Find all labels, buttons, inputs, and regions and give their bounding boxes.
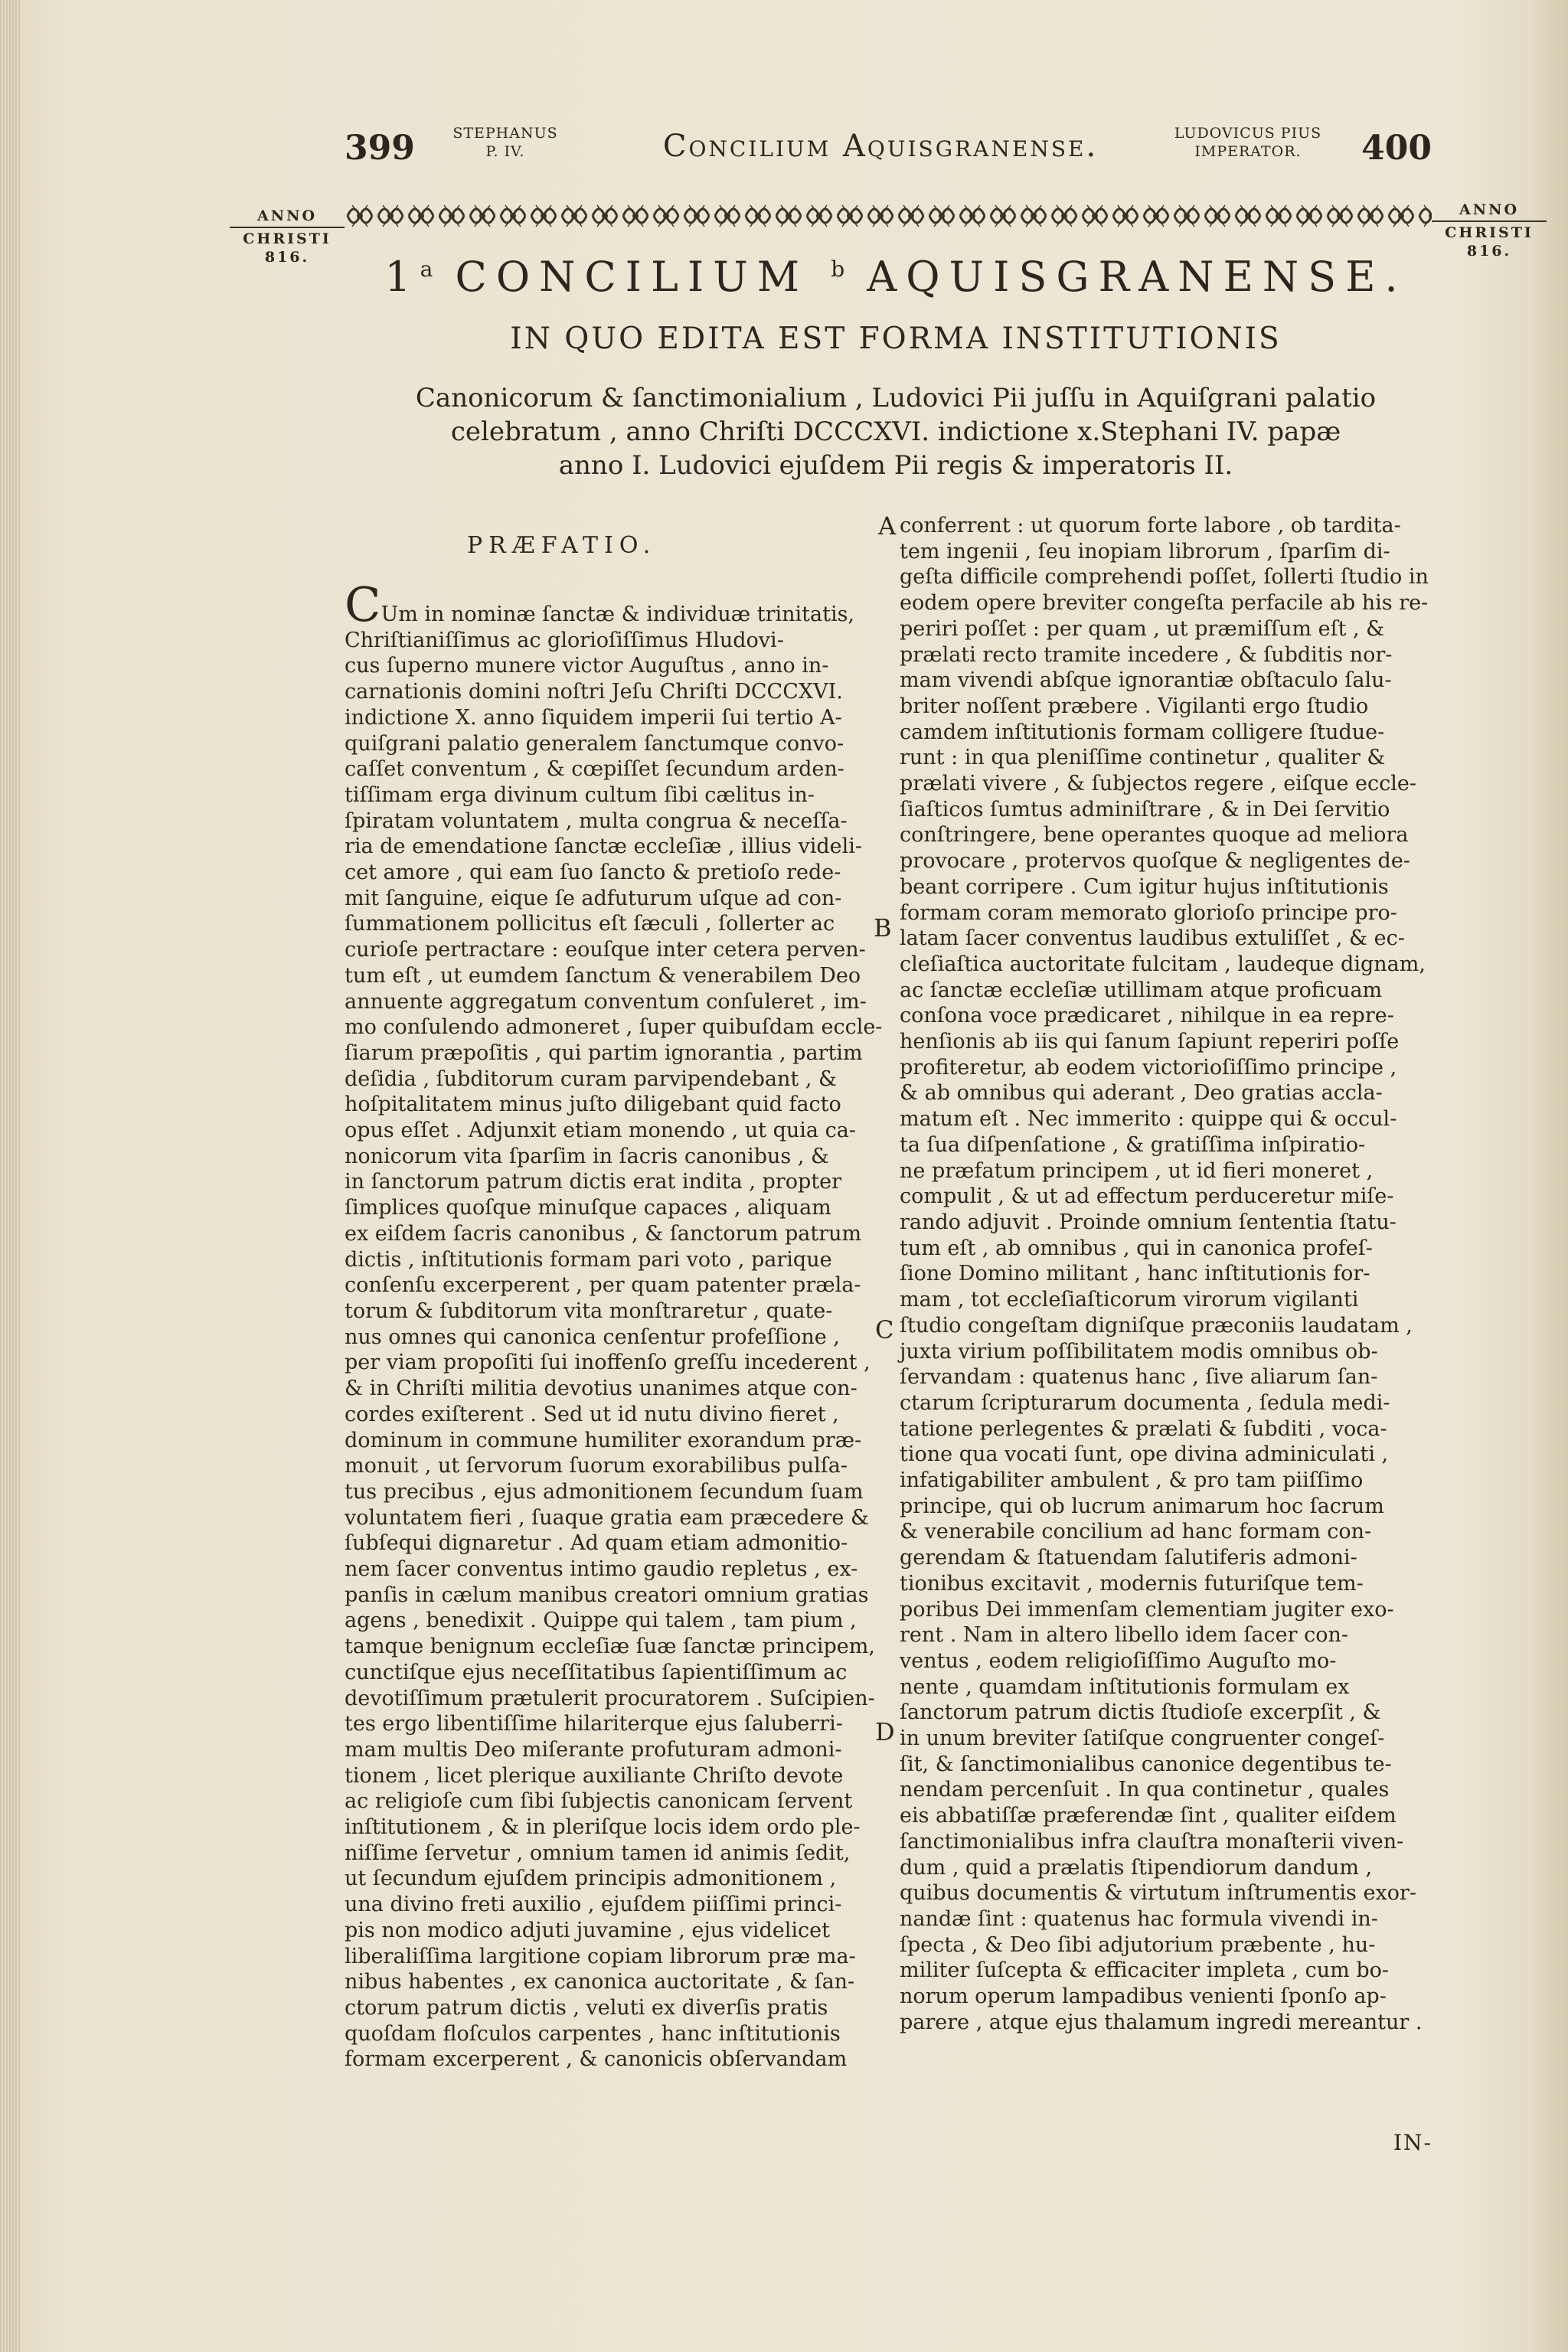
text-line: dictis , inſtitutionis formam pari voto , parique xyxy=(345,1247,832,1272)
header-right-line: IMPERATOR. xyxy=(1194,143,1302,160)
anno-label: ANNO xyxy=(256,207,318,224)
text-line: conferrent : ut quorum forte labore , ob tardita- xyxy=(900,514,1401,537)
text-line: per viam propoſiti ſui inoffenſo greſſu incederent , xyxy=(345,1351,871,1375)
text-line: dominum in commune humiliter exorandum præ- xyxy=(345,1428,862,1452)
footnote-ref: a xyxy=(420,256,433,282)
text-line: agens , benedixit . Quippe qui talem , tam pium , xyxy=(345,1609,857,1633)
text-line: mam , tot eccleſiaſticorum virorum vigilanti xyxy=(900,1288,1359,1312)
text-line: juxta virium poſſibilitatem modis omnibus ob- xyxy=(900,1339,1378,1364)
text-line: in unum breviter ſatiſque congruenter congeſ- xyxy=(900,1726,1385,1751)
text-line: geſta difficile comprehendi poſſet, ſollerti ſtudio in xyxy=(900,565,1429,590)
text-line: tionibus excitavit , modernis futuriſque tem- xyxy=(900,1571,1364,1596)
text-line: quoſdam floſculos carpentes , hanc inſtitutionis xyxy=(345,2021,841,2046)
text-line: cus ſuperno munere victor Auguſtus , anno in- xyxy=(345,654,829,678)
text-line: mit ſanguine, eique ſe adfuturum uſque ad con- xyxy=(345,886,842,910)
text-line: quiſgrani palatio generalem ſanctumque convo- xyxy=(345,731,844,756)
text-line: tatione perlegentes & prælati & ſubditi , voca- xyxy=(900,1416,1387,1441)
section-heading: PRÆFATIO. xyxy=(467,532,657,559)
text-line: caſſet conventum , & cœpiſſet ſecundum arden- xyxy=(345,757,844,782)
text-line: & ab omnibus qui aderant , Deo gratias accla- xyxy=(900,1081,1383,1106)
text-line: ut ſecundum ejuſdem principis admonitionem , xyxy=(345,1867,837,1891)
text-line: nandæ ſint : quatenus hac formula vivendi in- xyxy=(900,1906,1378,1931)
text-line: ctorum patrum dictis , veluti ex diverſis pratis xyxy=(345,1995,828,2020)
margin-letter: D xyxy=(875,1717,895,1746)
text-line: niſſime ſervetur , omnium tamen id animis ſedit, xyxy=(345,1841,851,1865)
text-line: annuente aggregatum conventum conſuleret , im- xyxy=(345,989,867,1014)
page-number-left: 399 xyxy=(345,129,415,168)
text-line: matum eſt . Nec immerito : quippe qui & occul- xyxy=(900,1107,1397,1132)
text-line: mam vivendi abſque ignorantiæ obſtaculo ſalu- xyxy=(900,668,1392,693)
text-line: prælati vivere , & ſubjectos regere , eiſque eccle- xyxy=(900,772,1416,796)
text-line: ſanctimonialibus infra clauſtra monaſterii viven- xyxy=(900,1829,1404,1854)
text-line: & in Chriſti militia devotius unanimes atque con- xyxy=(345,1377,858,1401)
text-line: deſidia , ſubditorum curam parvipendebant , & xyxy=(345,1067,838,1091)
text-line: tus precibus , ejus admonitionem ſecundum ſuam xyxy=(345,1479,864,1504)
text-line: eis abbatiſſæ præferendæ ſint , qualiter eiſdem xyxy=(900,1804,1396,1828)
text-line: cunctiſque ejus neceſſitatibus ſapientiſſimum ac xyxy=(345,1660,848,1684)
text-line: poribus Dei immenſam clementiam jugiter exo- xyxy=(900,1597,1394,1622)
text-line: conſtringere, bene operantes quoque ad meliora xyxy=(900,823,1409,848)
text-line: compulit , & ut ad effectum perduceretur miſe- xyxy=(900,1184,1394,1209)
text-line: una divino freti auxilio , ejuſdem piiſſimi princi- xyxy=(345,1893,842,1917)
text-line: quibus documentis & virtutum inſtrumentis exor- xyxy=(900,1881,1416,1906)
text-line: hoſpitalitatem minus juſto diligebant quid facto xyxy=(345,1093,841,1117)
text-line: henſionis ab iis qui ſanum ſapiunt reperiri poſſe xyxy=(900,1030,1400,1054)
text-line: conſenſu excerperent , per quam patenter præla- xyxy=(345,1273,861,1298)
text-line: tiſſimam erga divinum cultum ſibi cælitus in- xyxy=(345,782,815,807)
text-line: opus eſſet . Adjunxit etiam monendo , ut quia ca- xyxy=(345,1119,856,1143)
text-line: cordes exiſterent . Sed ut id nutu divino fieret , xyxy=(345,1402,839,1426)
text-line: rent . Nam in altero libello idem ſacer con- xyxy=(900,1623,1348,1648)
running-header xyxy=(345,122,1432,176)
title-description xyxy=(413,381,1378,482)
text-line: in ſanctorum patrum dictis erat indita , propter xyxy=(345,1170,841,1194)
text-line-content: Um in nominæ ſanctæ & individuæ trinitatis, xyxy=(381,603,855,626)
intro-line: celebratum , anno Chriſti DCCCXVI. indictione x.Stephani IV. papæ xyxy=(450,416,1341,447)
text-line: periri poſſet : per quam , ut præmiſſum eſt , & xyxy=(900,616,1385,641)
text-line: beant corripere . Cum igitur hujus inſtitutionis xyxy=(900,874,1389,899)
margin-letter: A xyxy=(878,511,897,541)
text-line: ſiaſticos ſumtus adminiſtrare , & in Dei ſervitio xyxy=(900,797,1390,822)
title-word: CONCILIUM xyxy=(455,253,809,301)
text-line: mam multis Deo miſerante profuturam admoni- xyxy=(345,1737,842,1762)
text-line: ex eiſdem ſacris canonibus , & ſanctorum patrum xyxy=(345,1221,862,1246)
text-line: ſubſequi dignaretur . Ad quam etiam admonitio- xyxy=(345,1531,848,1556)
document-subtitle: IN QUO EDITA EST FORMA INSTITUTIONIS xyxy=(510,322,1282,356)
header-left-line: P. IV. xyxy=(485,143,525,160)
text-line: nente , quamdam inſtitutionis formulam ex xyxy=(900,1674,1350,1699)
text-line: cleſiaſtica auctoritate fulcitam , laudeque dignam, xyxy=(900,952,1426,976)
text-line: ſtudio congeſtam digniſque præconiis laudatam , xyxy=(900,1313,1413,1338)
text-line: ſiarum præpoſitis , qui partim ignorantia , partim xyxy=(345,1040,863,1065)
text-line: ſimplices quoſque minuſque capaces , aliquam xyxy=(345,1196,831,1220)
text-line: ſervandam : quatenus hanc , ſive aliarum ſan- xyxy=(900,1365,1378,1390)
text-line: tionem , licet plerique auxiliante Chriſto devote xyxy=(345,1763,844,1788)
text-line: ſanctorum patrum dictis ſtudioſe excerpſit , & xyxy=(900,1700,1381,1725)
margin-letter: C xyxy=(875,1315,894,1344)
text-line: nendam percenſuit . In qua continetur , quales xyxy=(900,1778,1390,1802)
title-number: 1 xyxy=(384,253,420,301)
text-line: gerendam & ſtatuendam ſalutiferis admoni- xyxy=(900,1546,1357,1570)
anno-year: 816. xyxy=(264,249,310,266)
text-line: ta ſua diſpenſatione , & gratiſſima inſpiratio- xyxy=(900,1132,1366,1157)
text-line: curioſe pertractare : eouſque inter cetera perven- xyxy=(345,938,866,962)
text-line: tes ergo libentiſſime hilariterque ejus ſaluberri- xyxy=(345,1712,843,1736)
intro-line: Canonicorum & ſanctimonialium , Ludovici Pii juſſu in Aquiſgrani palatio xyxy=(415,383,1377,413)
text-line: ne præfatum principem , ut id fieri moneret , xyxy=(900,1158,1374,1183)
text-line: eodem opere breviter congeſta perfacile ab his re- xyxy=(900,591,1429,616)
text-line: ſit, & ſanctimonialibus canonice degentibus te- xyxy=(900,1752,1392,1776)
text-line: ctarum ſcripturarum documenta , ſedula medi- xyxy=(900,1390,1390,1415)
text-line: infatigabiliter ambulent , & pro tam piiſſimo xyxy=(900,1468,1364,1493)
ornamental-border xyxy=(345,198,1432,234)
text-line: militer ſuſcepta & efficaciter impleta , cum bo- xyxy=(900,1958,1390,1983)
text-line: latam ſacer conventus laudibus extuliſſet , & ec- xyxy=(900,926,1405,951)
text-line: ventus , eodem religioſiſſimo Auguſto mo- xyxy=(900,1648,1337,1673)
anno-christi-right xyxy=(1432,201,1547,260)
text-line: devotiſſimum prætulerit procuratorem . Suſcipien- xyxy=(345,1686,875,1710)
text-line: ſpiratam voluntatem , multa congrua & neceſſa- xyxy=(345,808,848,833)
anno-christi-left xyxy=(230,207,345,266)
anno-label: CHRISTI xyxy=(243,230,332,247)
intro-line: anno I. Ludovici ejuſdem Pii regis & imperatoris II. xyxy=(558,450,1233,481)
text-line: liberaliſſima largitione copiam librorum præ ma- xyxy=(345,1944,856,1968)
header-right-line: LUDOVICUS PIUS xyxy=(1174,125,1322,142)
text-line: conſona voce prædicaret , nihilque in ea repre- xyxy=(900,1004,1394,1028)
drop-cap: C xyxy=(345,577,381,632)
text-line: monuit , ut ſervorum ſuorum exorabilibus pulſa- xyxy=(345,1454,848,1478)
text-line: tum eſt , ab omnibus , qui in canonica profeſ- xyxy=(900,1236,1373,1260)
anno-rule xyxy=(230,227,345,228)
text-line: voluntatem fieri , ſuaque gratia eam præcedere & xyxy=(345,1505,870,1530)
text-line: ſione Domino militant , hanc inſtitutionis for- xyxy=(900,1262,1370,1286)
text-line: ac religioſe cum ſibi ſubjectis canonicam ſervent xyxy=(345,1789,853,1814)
text-line: profiteretur, ab eodem victorioſiſſimo principe , xyxy=(900,1055,1397,1080)
text-line: inſtitutionem , & in pleriſque locis idem ordo ple- xyxy=(345,1815,861,1840)
page-edge xyxy=(0,0,20,2352)
text-line: nonicorum vita ſparſim in ſacris canonibus , & xyxy=(345,1144,830,1168)
catchword: IN- xyxy=(1393,2130,1433,2155)
text-column-left xyxy=(345,577,883,2073)
text-column-right xyxy=(900,513,1436,2035)
text-line: briter noſſent præbere . Vigilanti ergo ſtudio xyxy=(900,694,1369,718)
text-line: provocare , protervos quoſque & negligentes de- xyxy=(900,849,1410,874)
text-line: formam excerperent , & canonicis obſervandam xyxy=(345,2047,848,2072)
text-line: dum , quid a prælatis ſtipendiorum dandum , xyxy=(900,1855,1373,1880)
text-line: parere , atque ejus thalamum ingredi mereantur . xyxy=(900,2010,1423,2034)
margin-letter: B xyxy=(874,913,892,942)
text-line: nus omnes qui canonica cenſentur profeſſione , xyxy=(345,1325,840,1349)
document-title xyxy=(352,253,1439,301)
text-line: tione qua vocati ſunt, ope divina adminiculati , xyxy=(900,1442,1389,1467)
text-line: nibus habentes , ex canonica auctoritate , & ſan- xyxy=(345,1970,855,1994)
anno-label: ANNO xyxy=(1459,201,1520,218)
text-line: mo conſulendo admoneret , ſuper quibuſdam eccle- xyxy=(345,1015,883,1040)
text-line: Chriſtianiſſimus ac glorioſiſſimus Hludovi- xyxy=(345,628,784,652)
text-line: ria de emendatione ſanctæ eccleſiæ , illius videli- xyxy=(345,835,863,859)
text-line: camdem inſtitutionis formam colligere ſtudue- xyxy=(900,720,1385,744)
text-line: ſpecta , & Deo ſibi adjutorium præbente , hu- xyxy=(900,1932,1376,1957)
text-line: norum operum lampadibus venienti ſponſo ap- xyxy=(900,1984,1387,2009)
text-line: ſummationem pollicitus eſt ſæculi , ſollerter ac xyxy=(345,912,835,936)
text-line: carnationis domini noſtri Jeſu Chriſti DCCCXVI. xyxy=(345,680,843,704)
text-line: runt : in qua pleniſſime continetur , qualiter & xyxy=(900,746,1386,770)
text-line: formam coram memorato glorioſo principe pro- xyxy=(900,900,1397,925)
text-line: principe, qui ob lucrum animarum hoc ſacrum xyxy=(900,1494,1384,1518)
text-line: tem ingenii , ſeu inopiam librorum , ſparſim di- xyxy=(900,539,1390,564)
page-number-right: 400 xyxy=(1361,129,1432,168)
text-line: cet amore , qui eam ſuo ſancto & pretioſo rede- xyxy=(345,861,841,885)
header-left-line: STEPHANUS xyxy=(452,125,558,142)
header-right-note xyxy=(1171,124,1325,161)
title-word: AQUISGRANENSE. xyxy=(867,253,1407,301)
text-line: rando adjuvit . Proinde omnium ſententia ſtatu- xyxy=(900,1210,1396,1234)
text-line: & venerabile concilium ad hanc formam con- xyxy=(900,1520,1372,1544)
header-left-note xyxy=(452,124,559,161)
text-line: nem ſacer conventus intimo gaudio repletus , ex- xyxy=(345,1557,858,1582)
text-line: prælati recto tramite incedere , & ſubditis nor- xyxy=(900,642,1393,667)
anno-year: 816. xyxy=(1466,243,1512,260)
text-line: tum eſt , ut eumdem ſanctum & venerabilem Deo xyxy=(345,963,861,988)
running-title: Concilium Aquisgranense. xyxy=(662,129,1099,164)
text-line: panſis in cælum manibus creatori omnium gratias xyxy=(345,1583,869,1607)
text-line xyxy=(345,577,865,632)
text-line: ac ſanctæ eccleſiæ utillimam atque proficuam xyxy=(900,978,1383,1002)
text-line: torum & ſubditorum vita monſtraretur , quate- xyxy=(345,1298,833,1323)
text-line: indictione X. anno ſiquidem imperii ſui tertio A- xyxy=(345,705,842,730)
text-line: tamque benignum eccleſiæ ſuæ ſanctæ principem, xyxy=(345,1635,875,1659)
text-line: pis non modico adjuti juvamine , ejus videlicet xyxy=(345,1918,830,1942)
anno-label: CHRISTI xyxy=(1445,224,1534,241)
anno-rule xyxy=(1432,220,1547,222)
footnote-ref: b xyxy=(831,256,845,282)
